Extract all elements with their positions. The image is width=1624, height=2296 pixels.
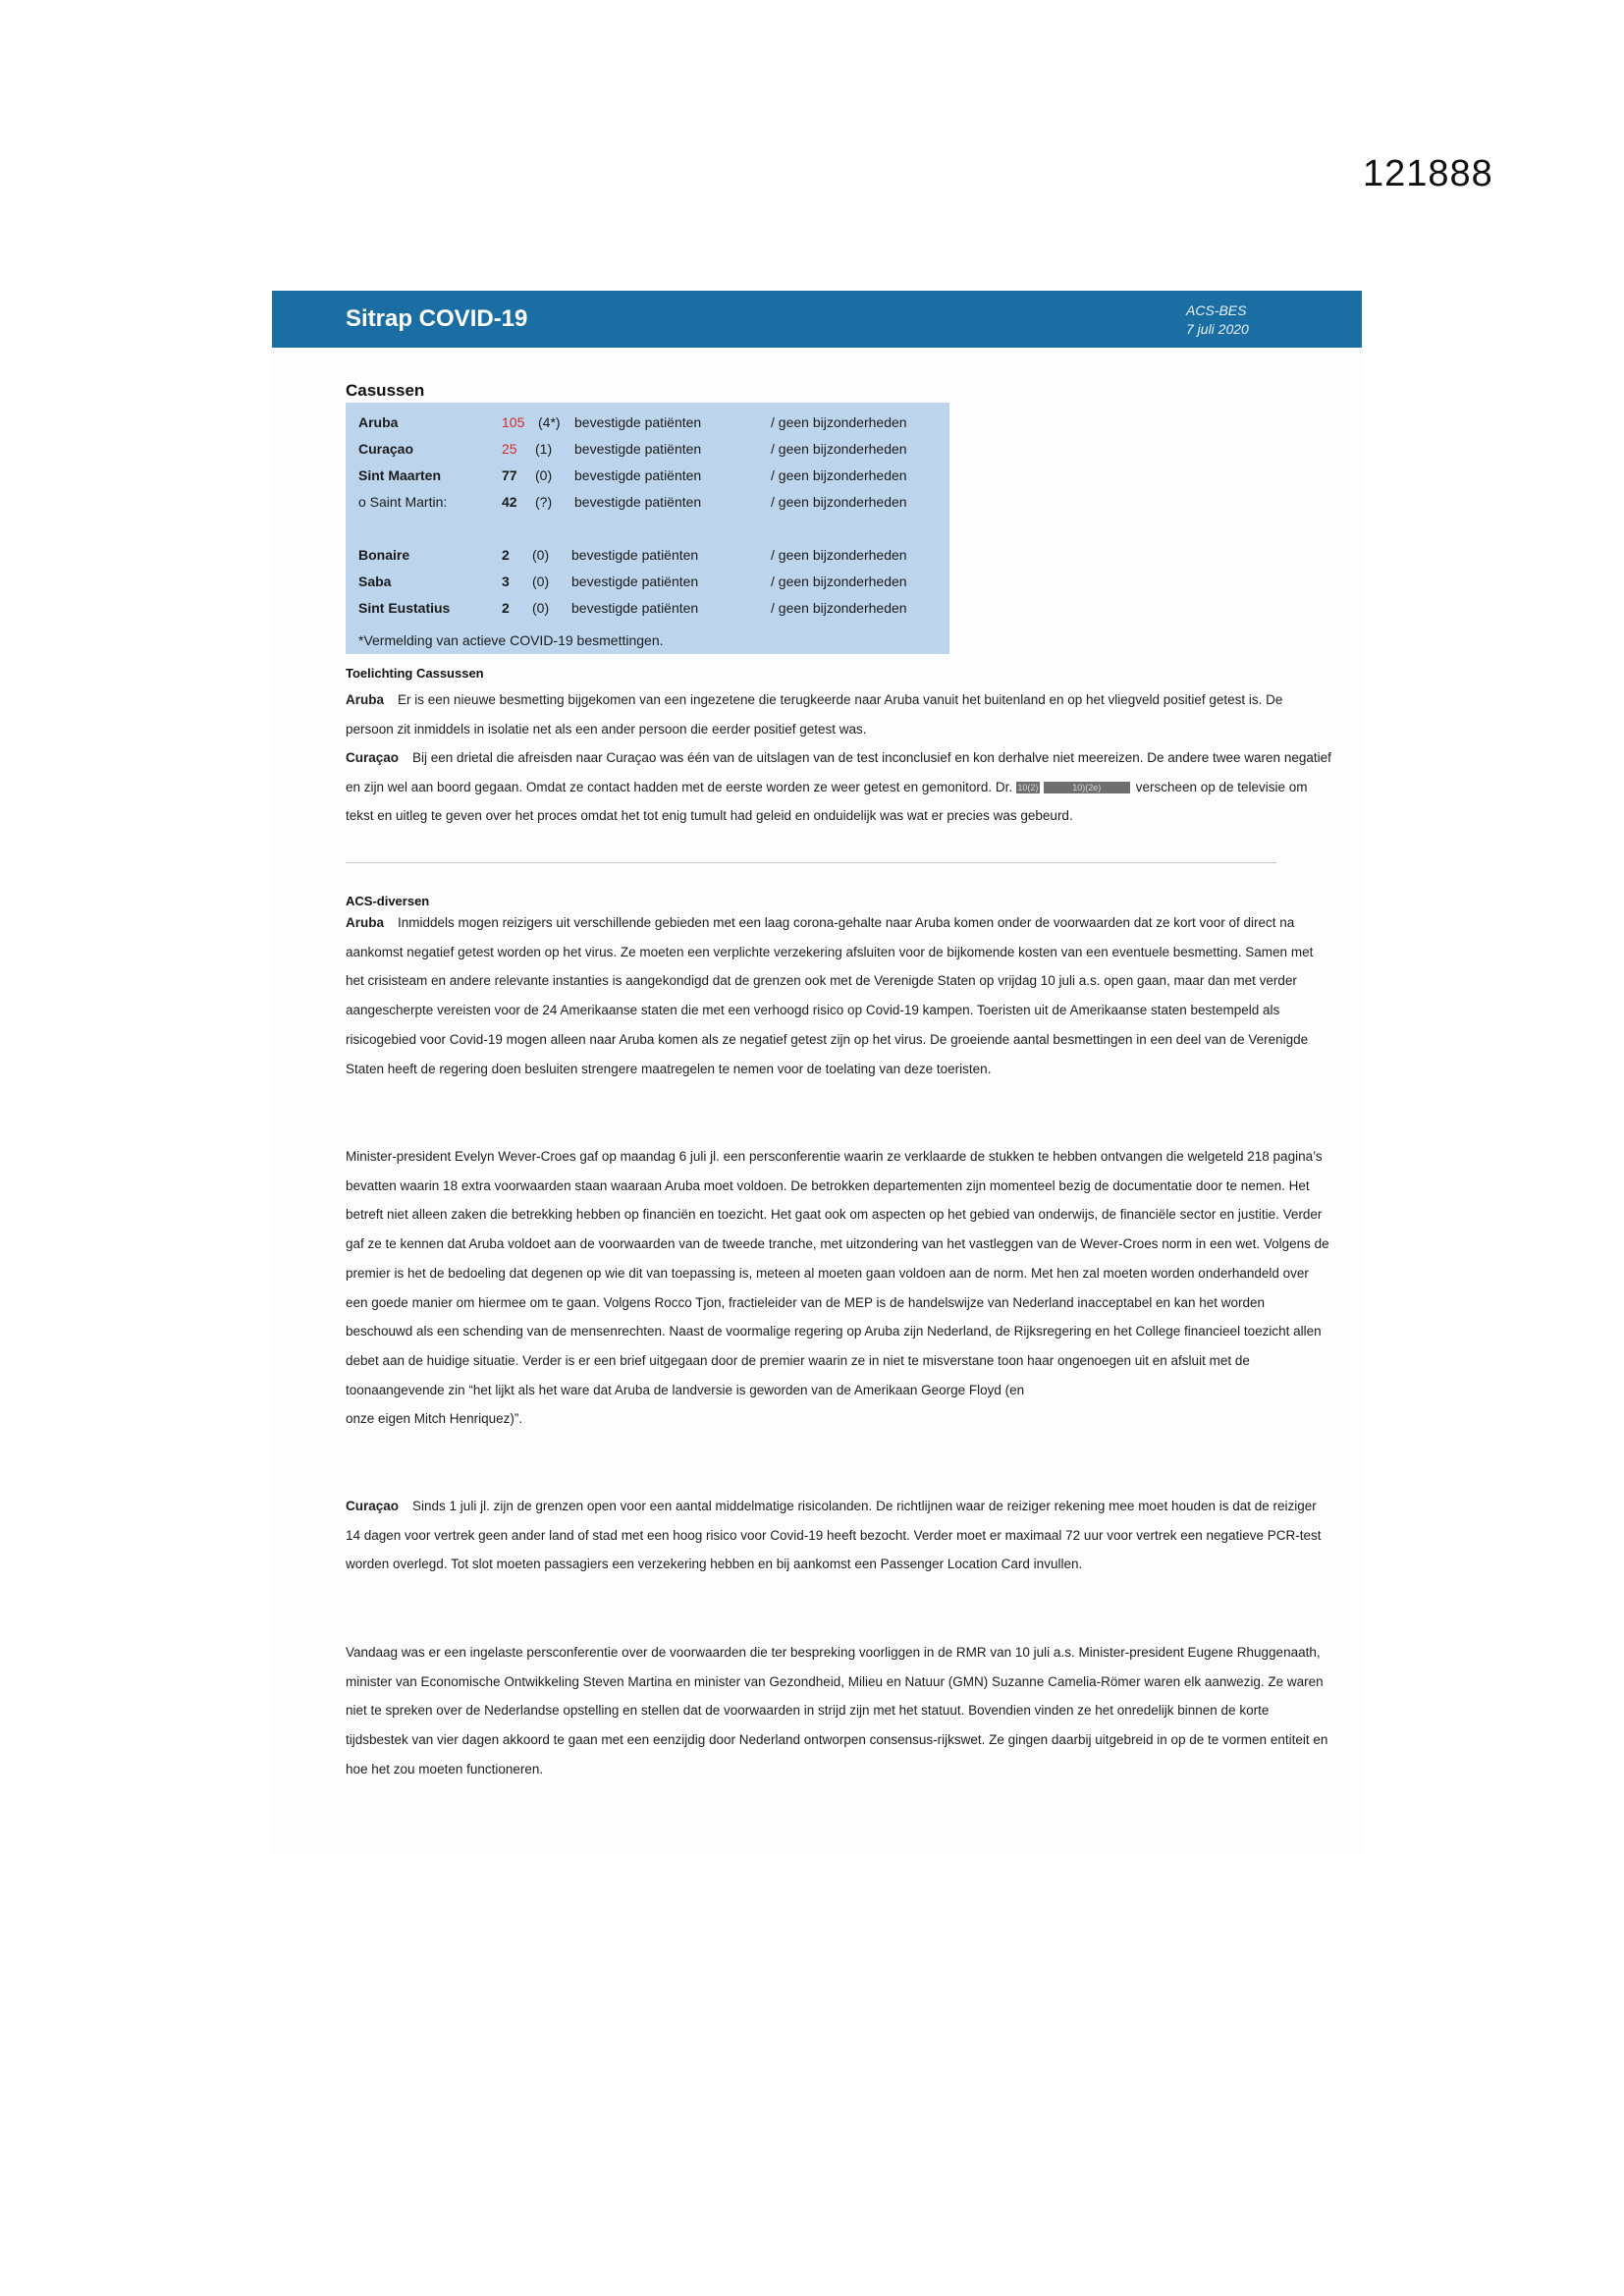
redaction-box: 10(2) [1017,783,1039,793]
document-number: 121888 [1363,153,1493,194]
cases-table [346,403,949,654]
case-note: / geen bijzonderheden [771,414,907,430]
paragraph-text: Vandaag was er een ingelaste persconferentie over de voorwaarden die ter bespreking voorliggen in de RMR van 10 juli a.s. Minister-president Eugene Rhuggenaath, minister van Economische Ontwikkeling Steven Martina en minister van Gezondheid, Milieu en Natuur (GMN) Suzanne Camelia-Römer waren elk aanwezig. Ze waren niet te spreken over de Nederlandse opstelling en stellen dat de voorwaarden in strijd zijn met het statuut. Bovendien vinden ze het onredelijk binnen de korte tijdsbestek van vier dagen akkoord te gaan met een eenzijdig door Nederland ontworpen consensus-rijkswet. Ze gingen daarbij uitgebreid in op de te vormen entiteit en hoe het zou moeten functioneren. [346,1645,1328,1777]
case-label: bevestigde patiënten [571,574,699,589]
paragraph-text: Minister-president Evelyn Wever-Croes gaf op maandag 6 juli jl. een persconferentie waarin ze verklaarde de stukken te hebben ontvangen die welgeteld 218 pagina’s bevatten waarin 18 extra voorwaarden staan waaraan Aruba moet voldoen. De betrokken departementen zijn momenteel bezig de documentatie door te nemen. Het betreft niet alleen zaken die betrekking hebben op financiën en toezicht. Het gaat ook om aspecten op het gebied van onderwijs, de financiële sector en justitie. Verder gaf ze te kennen dat Aruba voldoet aan de voorwaarden van de tweede tranche, met uitzondering van het vastleggen van de Wever-Croes norm in een wet. Volgens de premier is het de bedoeling dat degenen op wie dit van toepassing is, meteen al moeten gaan voldoen aan de norm. Met hen zal moeten worden onderhandeld over een goede manier om hiermee om te gaan. Volgens Rocco Tjon, fractieleider van de MEP is de handelswijze van Nederland inacceptabel en kan het worden beschouwd als een schending van de mensenrechten. Naast de voormalige regering op Aruba zijn Nederland, de Rijksregering en het College financieel toezicht allen debet aan de huidige situatie. Verder is er een brief uitgegaan door de premier waarin ze in niet te misverstane toon haar ongenoegen uit en afsluit met de toonaangevende zin “het lijkt als het ware dat Aruba de landversie is geworden van de Amerikaan George Floyd (en [346,1149,1329,1397]
case-count: 42 [502,494,517,510]
report-title: Sitrap COVID-19 [346,305,528,332]
island-label: Aruba [346,692,385,707]
case-island: Sint Eustatius [358,600,451,616]
case-active: (0) [532,600,550,616]
island-label: Curaçao [346,1499,400,1513]
redaction-box: 10)(2e) [1044,782,1130,793]
case-island: Curaçao [358,441,414,457]
case-active: (?) [535,494,553,510]
paragraph-text: Er is een nieuwe besmetting bijgekomen van een ingezetene die terugkeerde naar Aruba vanuit het buitenland en op het vliegveld positief getest is. De persoon zit inmiddels in isolatie net als een ander persoon die eerder positief getest was. [346,692,1283,737]
toelichting-heading: Toelichting Cassussen [346,666,484,681]
case-note: / geen bijzonderheden [771,547,907,563]
case-note: / geen bijzonderheden [771,494,907,510]
case-island: Saba [358,574,392,589]
case-count: 105 [502,414,525,430]
case-active: (0) [532,547,550,563]
paragraph-text: Sinds 1 juli jl. zijn de grenzen open voor een aantal middelmatige risicolanden. De richtlijnen waar de reiziger rekening mee moet houden is dat de reiziger 14 dagen voor vertrek geen ander land of stad met een hoog risico voor Covid-19 heeft bezocht. Verder moet er maximaal 72 uur voor vertrek een negatieve PCR-test worden overlegd. Tot slot moeten passagiers een verzekering hebben en bij aankomst een Passenger Location Card invullen. [346,1499,1322,1572]
case-note: / geen bijzonderheden [771,574,907,589]
paragraph-text: verscheen op de televisie om tekst en uitleg te geven over het proces omdat het tot enig tumult had geleid en onduidelijk was wat er precies was gebeurd. [346,779,1308,824]
case-label: bevestigde patiënten [571,547,699,563]
diversen-persconferentie [346,1638,1332,1784]
case-count: 25 [502,441,517,457]
case-count: 77 [502,467,517,483]
case-label: bevestigde patiënten [574,441,702,457]
section-divider [346,862,1276,863]
case-active: (0) [535,467,553,483]
cases-footnote: *Vermelding van actieve COVID-19 besmettingen. [358,632,664,648]
case-island: Bonaire [358,547,410,563]
diversen-curacao [346,1492,1332,1579]
case-count: 2 [502,547,510,563]
paragraph-text: onze eigen Mitch Henriquez)”. [346,1411,523,1427]
case-island: Aruba [358,414,399,430]
case-count: 3 [502,574,510,589]
case-label: bevestigde patiënten [571,600,699,616]
case-label: bevestigde patiënten [574,467,702,483]
toelichting-curacao [346,743,1332,831]
case-note: / geen bijzonderheden [771,467,907,483]
report-date: 7 juli 2020 [1186,321,1249,337]
diversen-heading: ACS-diversen [346,894,430,908]
cases-heading: Casussen [346,381,425,400]
case-note: / geen bijzonderheden [771,441,907,457]
case-count: 2 [502,600,510,616]
case-island: o Saint Martin: [358,494,448,510]
header-banner [272,291,1362,348]
case-active: (1) [535,441,553,457]
case-island: Sint Maarten [358,467,442,483]
case-active: (0) [532,574,550,589]
case-label: bevestigde patiënten [574,494,702,510]
sitrap-page [272,291,1362,1852]
paragraph-text: Inmiddels mogen reizigers uit verschillende gebieden met een laag corona-gehalte naar Aruba komen onder de voorwaarden dat ze kort voor of direct na aankomst negatief getest worden op het virus. Ze moeten een verplichte verzekering afsluiten voor de bijkomende kosten van een eventuele besmetting. Samen met het crisisteam en andere relevante instanties is aangekondigd dat de grenzen ook met de Verenigde Staten op vrijdag 10 juli a.s. open gaan, maar dan met verder aangescherpte vereisten voor de 24 Amerikaanse staten die met een verhoogd risico op Covid-19 kampen. Toeristen uit de Amerikaanse staten bestempeld als risicogebied voor Covid-19 mogen alleen naar Aruba komen als ze negatief getest zijn op het virus. De groeiende aantal besmettingen in een deel van de Verenigde Staten heeft de regering doen besluiten strengere maatregelen te nemen voor de toelating van deze toeristen. [346,915,1314,1076]
island-label: Aruba [346,915,385,930]
island-label: Curaçao [346,750,400,765]
toelichting-aruba [346,685,1332,743]
case-note: / geen bijzonderheden [771,600,907,616]
case-label: bevestigde patiënten [574,414,702,430]
paragraph-text: Bij een drietal die afreisden naar Curaçao was één van de uitslagen van de test inconclusief en kon derhalve niet meereizen. De andere twee waren negatief en zijn wel aan boord gegaan. Omdat ze contact hadden met de eerste worden ze weer getest en gemonitord. Dr. [346,750,1331,794]
diversen-minister-president [346,1142,1332,1434]
report-organization: ACS-BES [1186,302,1247,318]
diversen-aruba [346,908,1332,1083]
case-active: (4*) [538,414,561,430]
